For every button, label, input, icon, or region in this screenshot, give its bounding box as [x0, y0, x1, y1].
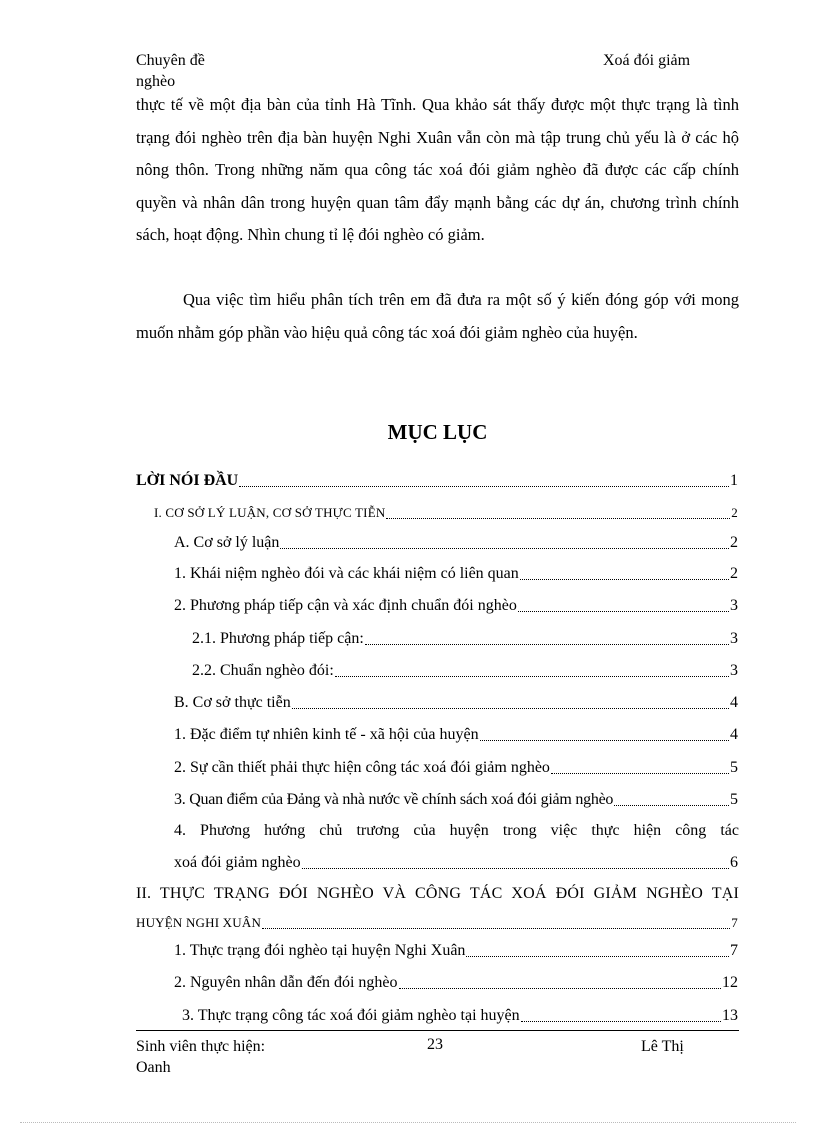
- toc-entry[interactable]: [174, 853, 738, 873]
- toc-leader: [399, 988, 721, 989]
- header-left-line2: nghèo: [136, 73, 176, 90]
- toc-entry-text: 1. Khái niệm nghèo đói và các khái niệm có liên quan: [174, 565, 519, 582]
- toc-entry-page: 4: [730, 726, 738, 743]
- toc-entry-text: 1. Đặc điểm tự nhiên kinh tế - xã hội của huyện: [174, 726, 479, 743]
- toc-entry-page: 6: [730, 854, 738, 871]
- toc-entry[interactable]: [192, 629, 738, 649]
- toc-leader: [280, 548, 729, 549]
- toc-entry-line1[interactable]: 4. Phương hướng chủ trương của huyện trong việc thực hiện công tác: [174, 822, 739, 839]
- toc-entry-page: 1: [730, 472, 738, 489]
- toc-entry[interactable]: [174, 725, 738, 745]
- toc-leader: [518, 611, 729, 612]
- header-left-line1: Chuyên đề: [136, 52, 205, 69]
- toc-entry-text: 2. Phương pháp tiếp cận và xác định chuẩn đói nghèo: [174, 597, 517, 614]
- toc-entry-text: LỜI NÓI ĐẦU: [136, 472, 239, 489]
- header-right: Xoá đói giảm: [603, 52, 691, 69]
- body-paragraph-1: thực tế về một địa bàn của tỉnh Hà Tĩnh. Qua khảo sát thấy được một thực trạng là tình trạng đói nghèo trên địa bàn huyện Nghi Xuân vẫn còn mà tập trung chủ yếu là ở các hộ nông thôn. Trong những năm qua công tác xoá đói giảm nghèo đã được các cấp chính quyền và nhân dân trong huyện quan tâm đẩy mạnh bằng các dự án, chương trình chính sách, hoạt động. Nhìn chung tỉ lệ đói nghèo có giảm.: [136, 95, 739, 244]
- toc-entry[interactable]: [174, 533, 738, 553]
- toc-entry[interactable]: [174, 693, 738, 713]
- toc-entry-text: B. Cơ sở thực tiễn: [174, 694, 291, 711]
- toc-entry-page: 5: [730, 791, 738, 808]
- toc-leader: [614, 805, 729, 806]
- toc-entry-text: 1. Thực trạng đói nghèo tại huyện Nghi Xuân: [174, 942, 466, 959]
- toc-leader: [292, 708, 729, 709]
- toc-title: MỤC LỤC: [387, 420, 488, 444]
- toc-entry-page: 2: [730, 565, 738, 582]
- toc-entry-text: xoá đói giảm nghèo: [174, 854, 301, 871]
- toc-entry-page: 7: [731, 915, 738, 930]
- toc-entry[interactable]: [154, 503, 738, 523]
- toc-entry-page: 3: [730, 630, 738, 647]
- toc-entry-page: 7: [730, 942, 738, 959]
- toc-entry[interactable]: [174, 758, 738, 778]
- toc-leader: [520, 579, 729, 580]
- body-paragraph-2: Qua việc tìm hiểu phân tích trên em đã đưa ra một số ý kiến đóng góp với mong muốn nhằm góp phần vào hiệu quả công tác xoá đói giảm nghèo của huyện.: [136, 290, 739, 342]
- toc-entry-text: 3. Quan điểm của Đảng và nhà nước về chính sách xoá đói giảm nghèo: [174, 791, 614, 808]
- toc-entry-page: 4: [730, 694, 738, 711]
- toc-leader: [302, 868, 729, 869]
- toc-entry-line1[interactable]: II. THỰC TRẠNG ĐÓI NGHÈO VÀ CÔNG TÁC XOÁ ĐÓI GIẢM NGHÈO TẠI: [136, 885, 739, 902]
- toc-entry-page: 3: [730, 597, 738, 614]
- toc-entry-text: I. CƠ SỞ LÝ LUẬN, CƠ SỞ THỰC TIỄN: [154, 505, 386, 520]
- toc-entry-page: 5: [730, 759, 738, 776]
- footer-left-line1: Sinh viên thực hiện:: [136, 1038, 266, 1055]
- toc-entry[interactable]: [174, 790, 738, 810]
- toc-entry-page: 13: [722, 1007, 738, 1024]
- toc-leader: [521, 1021, 721, 1022]
- toc-entry[interactable]: [174, 941, 738, 961]
- toc-entry-text: 2.2. Chuẩn nghèo đói:: [192, 662, 334, 679]
- footer-page-number: 23: [427, 1036, 443, 1053]
- toc-entry[interactable]: [174, 973, 738, 993]
- toc-entry[interactable]: [182, 1006, 738, 1026]
- toc-entry[interactable]: [136, 471, 738, 491]
- toc-leader: [365, 644, 729, 645]
- footer-right: Lê Thị: [641, 1038, 684, 1055]
- toc-leader: [262, 928, 730, 929]
- toc-entry-page: 2: [731, 505, 738, 520]
- toc-entry-text: 2. Sự cần thiết phải thực hiện công tác xoá đói giảm nghèo: [174, 759, 550, 776]
- toc-leader: [480, 740, 729, 741]
- toc-entry-text: 2.1. Phương pháp tiếp cận:: [192, 630, 364, 647]
- toc-entry[interactable]: [136, 913, 738, 933]
- toc-leader: [551, 773, 729, 774]
- footer-rule: [136, 1030, 739, 1031]
- toc-entry-page: 12: [722, 974, 738, 991]
- toc-entry[interactable]: [174, 564, 738, 584]
- toc-leader: [335, 676, 729, 677]
- toc-entry-text: 3. Thực trạng công tác xoá đói giảm nghèo tại huyện: [182, 1007, 520, 1024]
- toc-entry[interactable]: [192, 661, 738, 681]
- toc-leader: [466, 956, 729, 957]
- toc-leader: [239, 486, 729, 487]
- toc-entry-text: HUYỆN NGHI XUÂN: [136, 915, 262, 930]
- toc-entry-text: A. Cơ sở lý luận: [174, 534, 280, 551]
- toc-entry-text: 2. Nguyên nhân dẫn đến đói nghèo: [174, 974, 398, 991]
- toc-entry[interactable]: [174, 596, 738, 616]
- toc-entry-page: 3: [730, 662, 738, 679]
- footer-left-line2: Oanh: [136, 1059, 171, 1076]
- toc-entry-page: 2: [730, 534, 738, 551]
- toc-leader: [386, 518, 730, 519]
